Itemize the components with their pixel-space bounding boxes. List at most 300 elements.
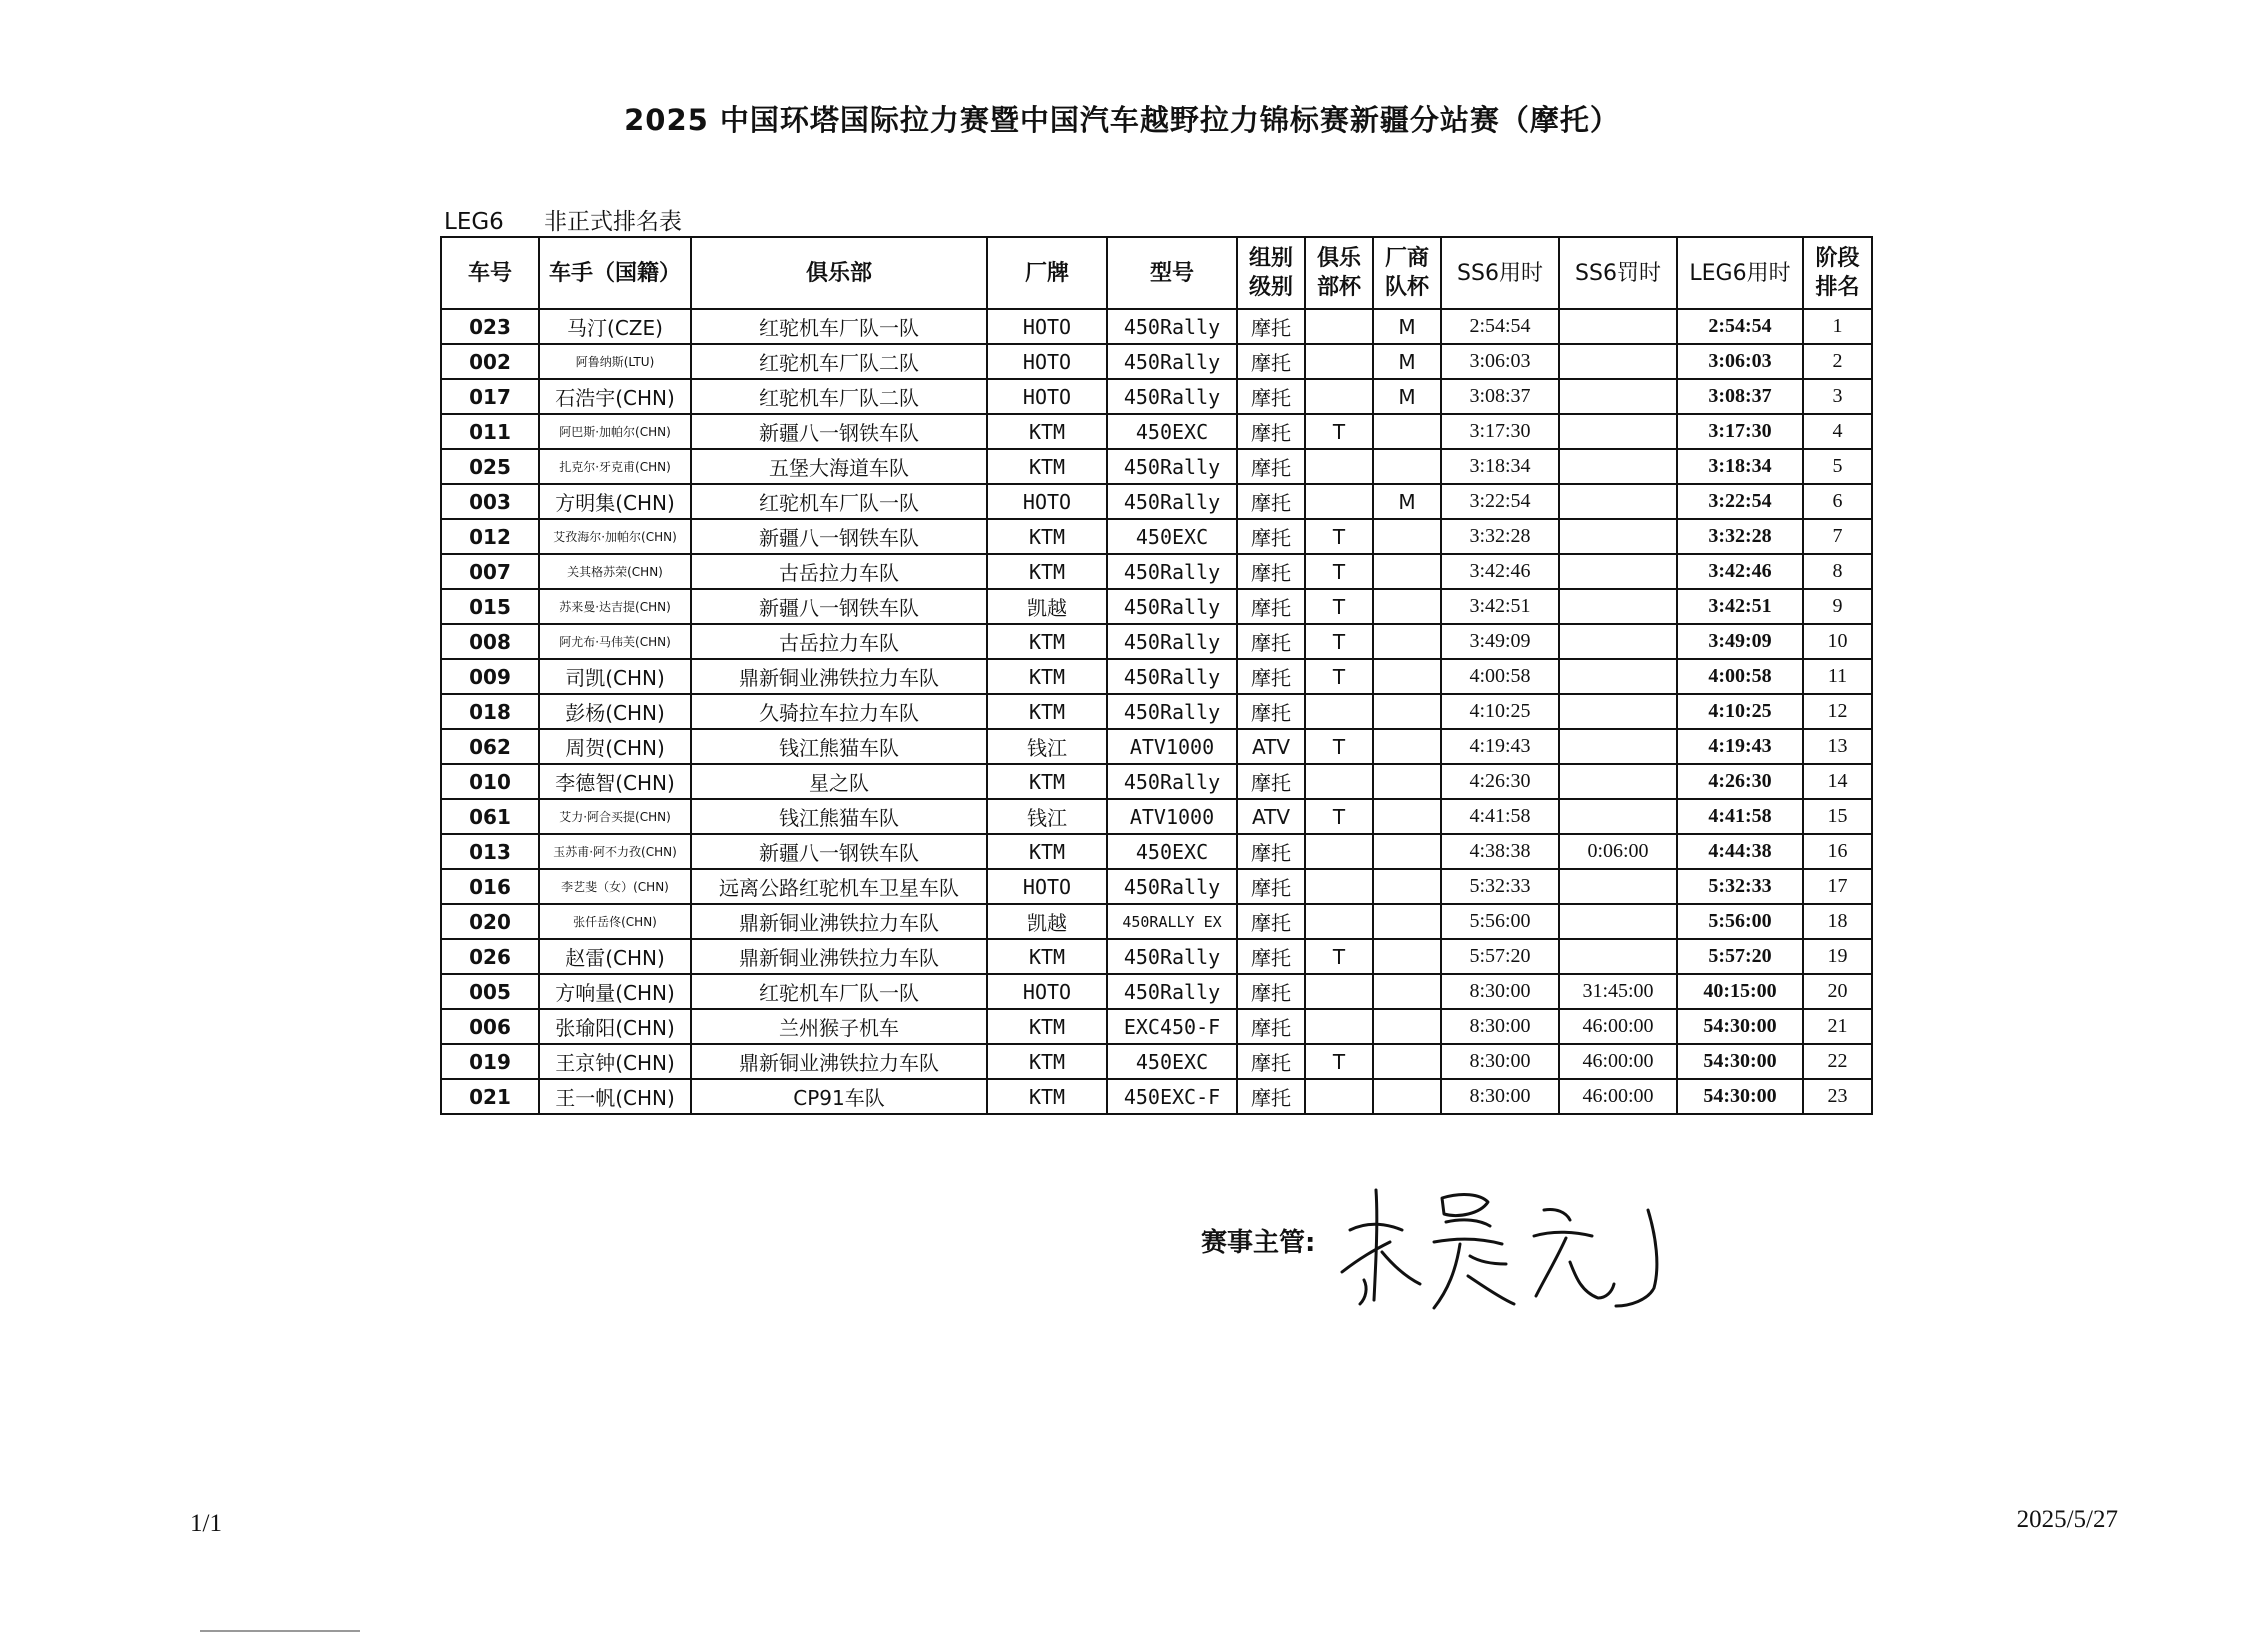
cell-no: 026	[441, 939, 539, 974]
cell-no: 021	[441, 1079, 539, 1114]
cell-leg-time: 3:17:30	[1677, 414, 1803, 449]
cell-no: 013	[441, 834, 539, 869]
cell-ss-time: 4:38:38	[1441, 834, 1559, 869]
cell-group: 摩托	[1237, 624, 1305, 659]
cell-brand: KTM	[987, 519, 1107, 554]
cell-team-cup: M	[1373, 484, 1441, 519]
page-number: 1/1	[190, 1510, 222, 1537]
cell-penalty	[1559, 764, 1677, 799]
cell-team-cup	[1373, 974, 1441, 1009]
cell-ss-time: 4:26:30	[1441, 764, 1559, 799]
cell-team-cup	[1373, 764, 1441, 799]
cell-club: 星之队	[691, 764, 987, 799]
cell-club-cup	[1305, 484, 1373, 519]
cell-model: 450Rally	[1107, 309, 1237, 344]
table-row	[441, 344, 1872, 379]
cell-driver: 王京钟(CHN)	[539, 1044, 691, 1079]
cell-brand: HOTO	[987, 309, 1107, 344]
cell-club-cup: T	[1305, 659, 1373, 694]
cell-group: 摩托	[1237, 834, 1305, 869]
header-leg-time: LEG6用时	[1677, 237, 1803, 309]
cell-team-cup: M	[1373, 309, 1441, 344]
cell-penalty	[1559, 694, 1677, 729]
table-row	[441, 939, 1872, 974]
table-caption: 非正式排名表	[544, 209, 682, 235]
cell-driver: 扎克尔·牙克甫(CHN)	[539, 449, 691, 484]
header-rank-line1: 阶段	[1815, 246, 1860, 271]
cell-model: ATV1000	[1107, 799, 1237, 834]
cell-team-cup	[1373, 1044, 1441, 1079]
cell-ss-time: 4:19:43	[1441, 729, 1559, 764]
cell-leg-time: 5:57:20	[1677, 939, 1803, 974]
cell-club-cup: T	[1305, 519, 1373, 554]
table-row	[441, 1009, 1872, 1044]
cell-penalty	[1559, 484, 1677, 519]
cell-model: 450Rally	[1107, 344, 1237, 379]
cell-club: 鼎新铜业沸铁拉力车队	[691, 1044, 987, 1079]
cell-leg-time: 4:19:43	[1677, 729, 1803, 764]
cell-penalty	[1559, 414, 1677, 449]
cell-leg-time: 3:18:34	[1677, 449, 1803, 484]
cell-ss-time: 3:08:37	[1441, 379, 1559, 414]
cell-driver: 方响量(CHN)	[539, 974, 691, 1009]
cell-model: 450Rally	[1107, 939, 1237, 974]
cell-brand: KTM	[987, 1079, 1107, 1114]
header-brand: 厂牌	[987, 237, 1107, 309]
table-row	[441, 1079, 1872, 1114]
cell-group: ATV	[1237, 729, 1305, 764]
cell-brand: KTM	[987, 1009, 1107, 1044]
cell-rank: 16	[1803, 834, 1872, 869]
cell-club: 新疆八一钢铁车队	[691, 519, 987, 554]
header-penalty: SS6罚时	[1559, 237, 1677, 309]
cell-penalty: 46:00:00	[1559, 1079, 1677, 1114]
cell-driver: 李德智(CHN)	[539, 764, 691, 799]
cell-driver: 阿鲁纳斯(LTU)	[539, 344, 691, 379]
table-row	[441, 974, 1872, 1009]
cell-rank: 18	[1803, 904, 1872, 939]
cell-leg-time: 4:26:30	[1677, 764, 1803, 799]
cell-penalty: 0:06:00	[1559, 834, 1677, 869]
cell-club-cup	[1305, 379, 1373, 414]
cell-model: 450Rally	[1107, 764, 1237, 799]
header-no: 车号	[441, 237, 539, 309]
cell-brand: HOTO	[987, 869, 1107, 904]
cell-club-cup	[1305, 904, 1373, 939]
cell-club: 远离公路红驼机车卫星车队	[691, 869, 987, 904]
cell-penalty	[1559, 869, 1677, 904]
cell-leg-time: 54:30:00	[1677, 1044, 1803, 1079]
cell-leg-time: 2:54:54	[1677, 309, 1803, 344]
cell-group: 摩托	[1237, 309, 1305, 344]
cell-rank: 22	[1803, 1044, 1872, 1079]
cell-model: 450EXC	[1107, 519, 1237, 554]
cell-club-cup	[1305, 344, 1373, 379]
cell-model: ATV1000	[1107, 729, 1237, 764]
cell-driver: 李艺斐（女）(CHN)	[539, 869, 691, 904]
cell-no: 011	[441, 414, 539, 449]
cell-club: 红驼机车厂队二队	[691, 344, 987, 379]
cell-penalty: 46:00:00	[1559, 1009, 1677, 1044]
header-group-line1: 组别	[1248, 246, 1293, 271]
cell-ss-time: 3:42:46	[1441, 554, 1559, 589]
cell-club: 久骑拉车拉力车队	[691, 694, 987, 729]
header-row	[441, 237, 1872, 309]
cell-team-cup	[1373, 659, 1441, 694]
cell-leg-time: 3:32:28	[1677, 519, 1803, 554]
cell-brand: KTM	[987, 449, 1107, 484]
cell-group: 摩托	[1237, 659, 1305, 694]
header-group-line2: 级别	[1248, 275, 1293, 300]
header-rank-line2: 排名	[1815, 275, 1860, 300]
cell-rank: 11	[1803, 659, 1872, 694]
cell-no: 008	[441, 624, 539, 659]
table-row	[441, 729, 1872, 764]
cell-penalty	[1559, 309, 1677, 344]
cell-ss-time: 3:17:30	[1441, 414, 1559, 449]
cell-leg-time: 3:22:54	[1677, 484, 1803, 519]
cell-group: 摩托	[1237, 449, 1305, 484]
cell-driver: 苏来曼·达吉提(CHN)	[539, 589, 691, 624]
cell-penalty	[1559, 624, 1677, 659]
cell-no: 005	[441, 974, 539, 1009]
cell-ss-time: 5:32:33	[1441, 869, 1559, 904]
cell-no: 007	[441, 554, 539, 589]
cell-model: 450EXC	[1107, 1044, 1237, 1079]
cell-club-cup: T	[1305, 939, 1373, 974]
cell-club-cup	[1305, 1009, 1373, 1044]
cell-no: 009	[441, 659, 539, 694]
cell-ss-time: 4:41:58	[1441, 799, 1559, 834]
cell-model: 450RALLY EX	[1107, 904, 1237, 939]
header-team-cup-line1: 厂商	[1384, 246, 1429, 271]
cell-rank: 20	[1803, 974, 1872, 1009]
cell-club: 钱江熊猫车队	[691, 799, 987, 834]
cell-club: 红驼机车厂队一队	[691, 974, 987, 1009]
cell-club: 鼎新铜业沸铁拉力车队	[691, 904, 987, 939]
cell-model: 450EXC	[1107, 834, 1237, 869]
cell-team-cup	[1373, 624, 1441, 659]
signature-image	[1330, 1180, 1690, 1320]
cell-club-cup	[1305, 834, 1373, 869]
cell-group: 摩托	[1237, 1079, 1305, 1114]
cell-model: 450Rally	[1107, 484, 1237, 519]
header-driver: 车手（国籍）	[539, 237, 691, 309]
cell-team-cup: M	[1373, 379, 1441, 414]
cell-brand: 钱江	[987, 729, 1107, 764]
cell-penalty	[1559, 449, 1677, 484]
cell-team-cup	[1373, 799, 1441, 834]
cell-rank: 10	[1803, 624, 1872, 659]
cell-model: EXC450-F	[1107, 1009, 1237, 1044]
cell-penalty	[1559, 379, 1677, 414]
cell-no: 002	[441, 344, 539, 379]
cell-club: 鼎新铜业沸铁拉力车队	[691, 659, 987, 694]
cell-no: 018	[441, 694, 539, 729]
cell-model: 450Rally	[1107, 379, 1237, 414]
cell-ss-time: 3:18:34	[1441, 449, 1559, 484]
cell-no: 016	[441, 869, 539, 904]
cell-penalty	[1559, 939, 1677, 974]
cell-model: 450EXC-F	[1107, 1079, 1237, 1114]
table-row	[441, 589, 1872, 624]
cell-no: 003	[441, 484, 539, 519]
cell-model: 450Rally	[1107, 449, 1237, 484]
cell-no: 023	[441, 309, 539, 344]
cell-club-cup: T	[1305, 589, 1373, 624]
cell-model: 450Rally	[1107, 554, 1237, 589]
cell-club: 古岳拉力车队	[691, 624, 987, 659]
cell-team-cup	[1373, 939, 1441, 974]
cell-leg-time: 3:08:37	[1677, 379, 1803, 414]
cell-penalty	[1559, 799, 1677, 834]
table-row	[441, 484, 1872, 519]
cell-leg-time: 40:15:00	[1677, 974, 1803, 1009]
cell-group: 摩托	[1237, 554, 1305, 589]
cell-driver: 方明集(CHN)	[539, 484, 691, 519]
cell-club: 新疆八一钢铁车队	[691, 414, 987, 449]
cell-brand: KTM	[987, 1044, 1107, 1079]
cell-group: 摩托	[1237, 519, 1305, 554]
cell-ss-time: 5:56:00	[1441, 904, 1559, 939]
cell-no: 017	[441, 379, 539, 414]
supervisor-label: 赛事主管:	[1201, 1228, 1316, 1258]
cell-group: 摩托	[1237, 869, 1305, 904]
table-row	[441, 904, 1872, 939]
cell-club-cup	[1305, 974, 1373, 1009]
cell-brand: KTM	[987, 414, 1107, 449]
cell-rank: 5	[1803, 449, 1872, 484]
cell-rank: 3	[1803, 379, 1872, 414]
header-club: 俱乐部	[691, 237, 987, 309]
document-date: 2025/5/27	[2016, 1506, 2118, 1533]
cell-group: 摩托	[1237, 764, 1305, 799]
cell-brand: KTM	[987, 694, 1107, 729]
header-ss-time: SS6用时	[1441, 237, 1559, 309]
cell-club-cup	[1305, 309, 1373, 344]
cell-group: 摩托	[1237, 379, 1305, 414]
cell-rank: 1	[1803, 309, 1872, 344]
cell-leg-time: 3:42:46	[1677, 554, 1803, 589]
cell-club-cup	[1305, 869, 1373, 904]
cell-driver: 赵雷(CHN)	[539, 939, 691, 974]
cell-rank: 19	[1803, 939, 1872, 974]
table-row	[441, 694, 1872, 729]
cell-brand: 凯越	[987, 589, 1107, 624]
cell-club: 红驼机车厂队一队	[691, 484, 987, 519]
cell-leg-time: 4:10:25	[1677, 694, 1803, 729]
cell-group: 摩托	[1237, 344, 1305, 379]
cell-driver: 阿尤布·马伟芙(CHN)	[539, 624, 691, 659]
cell-no: 015	[441, 589, 539, 624]
cell-no: 020	[441, 904, 539, 939]
cell-group: 摩托	[1237, 694, 1305, 729]
cell-club-cup	[1305, 764, 1373, 799]
cell-rank: 21	[1803, 1009, 1872, 1044]
cell-driver: 彭杨(CHN)	[539, 694, 691, 729]
cell-driver: 石浩宇(CHN)	[539, 379, 691, 414]
cell-brand: 凯越	[987, 904, 1107, 939]
cell-brand: KTM	[987, 834, 1107, 869]
cell-no: 062	[441, 729, 539, 764]
cell-model: 450Rally	[1107, 974, 1237, 1009]
cell-group: 摩托	[1237, 414, 1305, 449]
cell-penalty	[1559, 344, 1677, 379]
cell-club: 新疆八一钢铁车队	[691, 834, 987, 869]
cell-brand: HOTO	[987, 344, 1107, 379]
cell-team-cup	[1373, 449, 1441, 484]
cell-no: 010	[441, 764, 539, 799]
table-subtitle	[444, 203, 682, 236]
cell-club-cup: T	[1305, 799, 1373, 834]
cell-club-cup: T	[1305, 729, 1373, 764]
table-row	[441, 624, 1872, 659]
cell-club-cup: T	[1305, 624, 1373, 659]
cell-ss-time: 3:49:09	[1441, 624, 1559, 659]
cell-model: 450Rally	[1107, 869, 1237, 904]
cell-brand: KTM	[987, 624, 1107, 659]
cell-driver: 艾力·阿合买提(CHN)	[539, 799, 691, 834]
header-group	[1237, 237, 1305, 309]
cell-rank: 15	[1803, 799, 1872, 834]
cell-leg-time: 4:44:38	[1677, 834, 1803, 869]
cell-model: 450EXC	[1107, 414, 1237, 449]
leg-label: LEG6	[444, 209, 504, 235]
cell-ss-time: 3:22:54	[1441, 484, 1559, 519]
cell-leg-time: 5:56:00	[1677, 904, 1803, 939]
cell-brand: HOTO	[987, 484, 1107, 519]
cell-leg-time: 54:30:00	[1677, 1009, 1803, 1044]
cell-leg-time: 5:32:33	[1677, 869, 1803, 904]
cell-rank: 23	[1803, 1079, 1872, 1114]
cell-leg-time: 3:49:09	[1677, 624, 1803, 659]
table-body	[441, 309, 1872, 1114]
cell-group: 摩托	[1237, 484, 1305, 519]
cell-brand: KTM	[987, 554, 1107, 589]
table-row	[441, 764, 1872, 799]
document-title: 2025 中国环塔国际拉力赛暨中国汽车越野拉力锦标赛新疆分站赛（摩托）	[624, 103, 1620, 137]
cell-ss-time: 3:06:03	[1441, 344, 1559, 379]
cell-team-cup	[1373, 904, 1441, 939]
cell-rank: 17	[1803, 869, 1872, 904]
table-row	[441, 309, 1872, 344]
cell-club: 鼎新铜业沸铁拉力车队	[691, 939, 987, 974]
cell-team-cup	[1373, 1079, 1441, 1114]
scan-artifact-line	[200, 1630, 360, 1632]
cell-club: 五堡大海道车队	[691, 449, 987, 484]
cell-brand: 钱江	[987, 799, 1107, 834]
cell-no: 061	[441, 799, 539, 834]
cell-club-cup: T	[1305, 414, 1373, 449]
cell-brand: KTM	[987, 659, 1107, 694]
cell-club: 新疆八一钢铁车队	[691, 589, 987, 624]
cell-penalty: 46:00:00	[1559, 1044, 1677, 1079]
header-rank	[1803, 237, 1872, 309]
cell-model: 450Rally	[1107, 624, 1237, 659]
table-row	[441, 659, 1872, 694]
cell-penalty	[1559, 519, 1677, 554]
table-row	[441, 449, 1872, 484]
cell-team-cup	[1373, 694, 1441, 729]
cell-team-cup	[1373, 414, 1441, 449]
cell-penalty	[1559, 554, 1677, 589]
cell-no: 006	[441, 1009, 539, 1044]
cell-penalty	[1559, 589, 1677, 624]
cell-group: 摩托	[1237, 904, 1305, 939]
cell-group: ATV	[1237, 799, 1305, 834]
cell-team-cup	[1373, 869, 1441, 904]
cell-rank: 6	[1803, 484, 1872, 519]
cell-team-cup: M	[1373, 344, 1441, 379]
cell-no: 019	[441, 1044, 539, 1079]
cell-group: 摩托	[1237, 939, 1305, 974]
cell-brand: HOTO	[987, 974, 1107, 1009]
cell-leg-time: 4:00:58	[1677, 659, 1803, 694]
cell-club: 红驼机车厂队一队	[691, 309, 987, 344]
cell-penalty	[1559, 904, 1677, 939]
cell-penalty	[1559, 729, 1677, 764]
cell-driver: 周贺(CHN)	[539, 729, 691, 764]
cell-ss-time: 4:00:58	[1441, 659, 1559, 694]
cell-club: 兰州猴子机车	[691, 1009, 987, 1044]
table-row	[441, 379, 1872, 414]
cell-penalty	[1559, 659, 1677, 694]
cell-group: 摩托	[1237, 974, 1305, 1009]
cell-driver: 玉苏甫·阿不力孜(CHN)	[539, 834, 691, 869]
cell-driver: 张仟岳佟(CHN)	[539, 904, 691, 939]
cell-club: 钱江熊猫车队	[691, 729, 987, 764]
cell-club: 古岳拉力车队	[691, 554, 987, 589]
cell-driver: 阿巴斯·加帕尔(CHN)	[539, 414, 691, 449]
results-table	[440, 236, 1873, 1115]
cell-group: 摩托	[1237, 1009, 1305, 1044]
cell-club-cup	[1305, 694, 1373, 729]
cell-team-cup	[1373, 519, 1441, 554]
table-row	[441, 554, 1872, 589]
cell-rank: 4	[1803, 414, 1872, 449]
cell-no: 025	[441, 449, 539, 484]
header-model: 型号	[1107, 237, 1237, 309]
cell-leg-time: 4:41:58	[1677, 799, 1803, 834]
cell-leg-time: 3:42:51	[1677, 589, 1803, 624]
cell-team-cup	[1373, 1009, 1441, 1044]
cell-rank: 8	[1803, 554, 1872, 589]
cell-no: 012	[441, 519, 539, 554]
cell-leg-time: 3:06:03	[1677, 344, 1803, 379]
table-row	[441, 519, 1872, 554]
cell-club-cup	[1305, 449, 1373, 484]
cell-team-cup	[1373, 589, 1441, 624]
header-club-cup-line2: 部杯	[1316, 275, 1361, 300]
cell-team-cup	[1373, 834, 1441, 869]
cell-ss-time: 3:32:28	[1441, 519, 1559, 554]
cell-model: 450Rally	[1107, 694, 1237, 729]
cell-driver: 张瑜阳(CHN)	[539, 1009, 691, 1044]
cell-team-cup	[1373, 554, 1441, 589]
cell-brand: KTM	[987, 764, 1107, 799]
cell-club-cup: T	[1305, 554, 1373, 589]
cell-driver: 王一帆(CHN)	[539, 1079, 691, 1114]
cell-ss-time: 2:54:54	[1441, 309, 1559, 344]
cell-ss-time: 3:42:51	[1441, 589, 1559, 624]
cell-ss-time: 4:10:25	[1441, 694, 1559, 729]
header-club-cup-line1: 俱乐	[1316, 246, 1361, 271]
cell-ss-time: 8:30:00	[1441, 974, 1559, 1009]
cell-ss-time: 8:30:00	[1441, 1044, 1559, 1079]
header-team-cup	[1373, 237, 1441, 309]
cell-driver: 司凯(CHN)	[539, 659, 691, 694]
cell-model: 450Rally	[1107, 659, 1237, 694]
